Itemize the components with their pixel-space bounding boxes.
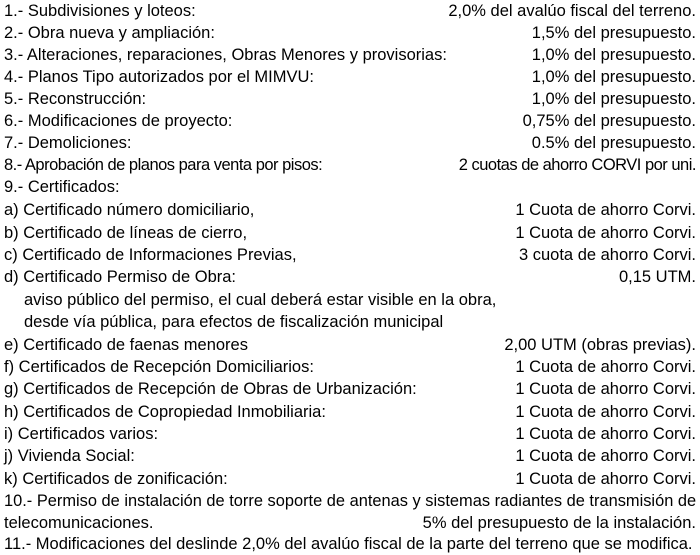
item-value: 5% del presupuesto de la instalación. <box>422 514 696 532</box>
list-item <box>4 199 696 221</box>
item-label: k) Certificados de zonificación: <box>4 470 228 488</box>
list-item <box>4 468 696 490</box>
item-label: c) Certificado de Informaciones Previas, <box>4 246 297 264</box>
item-value: 1 Cuota de ahorro Corvi. <box>515 425 696 443</box>
list-item <box>4 512 696 534</box>
item-value: 1 Cuota de ahorro Corvi. <box>515 403 696 421</box>
list-item <box>4 334 696 356</box>
item-value: 1,5% del presupuesto. <box>531 24 696 42</box>
item-label: 4.- Planos Tipo autorizados por el MIMVU: <box>4 68 314 86</box>
item-value: 2,0% del avalúo fiscal del terreno. <box>448 2 696 20</box>
item-label: 2.- Obra nueva y ampliación: <box>4 24 215 42</box>
item-label: 5.- Reconstrucción: <box>4 90 147 108</box>
item-value: 1,0% del presupuesto. <box>531 90 696 108</box>
item-value: 0.5% del presupuesto. <box>531 134 696 152</box>
note-line <box>24 311 696 333</box>
list-item <box>4 445 696 467</box>
item-label: aviso público del permiso, el cual deberá estar visible en la obra, <box>24 291 497 309</box>
list-item <box>4 154 696 176</box>
item-label: a) Certificado número domiciliario, <box>4 201 255 219</box>
list-item <box>4 533 696 555</box>
section-heading <box>4 176 696 198</box>
item-value: 0,15 UTM. <box>618 268 696 286</box>
item-label: j) Vivienda Social: <box>4 447 135 465</box>
item-value: 3 cuota de ahorro Corvi. <box>518 246 696 264</box>
list-item <box>4 0 696 22</box>
list-item <box>4 244 696 266</box>
note-line <box>24 289 696 311</box>
item-label: b) Certificado de líneas de cierro, <box>4 224 248 242</box>
item-value: 1 Cuota de ahorro Corvi. <box>515 224 696 242</box>
item-label: 9.- Certificados: <box>4 178 120 196</box>
item-label: f) Certificados de Recepción Domiciliarios: <box>4 358 314 376</box>
list-item <box>4 66 696 88</box>
list-item <box>4 490 696 512</box>
item-label: 11.- Modificaciones del deslinde 2,0% del avalúo fiscal de la parte del terreno que se modifica. <box>4 535 693 553</box>
item-label: 7.- Demoliciones: <box>4 134 132 152</box>
item-value: 1 Cuota de ahorro Corvi. <box>515 201 696 219</box>
item-label: i) Certificados varios: <box>4 425 159 443</box>
list-item <box>4 356 696 378</box>
item-value: 1,0% del presupuesto. <box>531 68 696 86</box>
item-value: 1 Cuota de ahorro Corvi. <box>515 380 696 398</box>
list-item <box>4 22 696 44</box>
item-label: 10.- Permiso de instalación de torre soporte de antenas y sistemas radiantes de transmisión de <box>4 492 697 510</box>
list-item <box>4 222 696 244</box>
item-label: 3.- Alteraciones, reparaciones, Obras Menores y provisorias: <box>4 46 447 64</box>
item-value: 2,00 UTM (obras previas). <box>504 336 696 354</box>
item-value: 2 cuotas de ahorro CORVI por uni. <box>458 156 696 174</box>
item-value: 1 Cuota de ahorro Corvi. <box>515 470 696 488</box>
item-label: 1.- Subdivisiones y loteos: <box>4 2 196 20</box>
item-value: 1 Cuota de ahorro Corvi. <box>515 358 696 376</box>
list-item <box>4 266 696 288</box>
item-label: d) Certificado Permiso de Obra: <box>4 268 237 286</box>
item-label: 6.- Modificaciones de proyecto: <box>4 112 233 130</box>
list-item <box>4 132 696 154</box>
item-label: desde vía pública, para efectos de fiscalización municipal <box>24 313 444 331</box>
item-label: h) Certificados de Copropiedad Inmobiliaria: <box>4 403 326 421</box>
item-label: 8.- Aprobación de planos para venta por pisos: <box>4 156 323 174</box>
item-value: 0,75% del presupuesto. <box>522 112 696 130</box>
list-item <box>4 88 696 110</box>
list-item <box>4 110 696 132</box>
list-item <box>4 378 696 400</box>
item-label: g) Certificados de Recepción de Obras de Urbanización: <box>4 380 417 398</box>
item-value: 1 Cuota de ahorro Corvi. <box>515 447 696 465</box>
list-item <box>4 401 696 423</box>
item-value: 1,0% del presupuesto. <box>531 46 696 64</box>
list-item <box>4 44 696 66</box>
item-label: e) Certificado de faenas menores <box>4 336 248 354</box>
item-label: telecomunicaciones. <box>4 514 154 532</box>
list-item <box>4 423 696 445</box>
